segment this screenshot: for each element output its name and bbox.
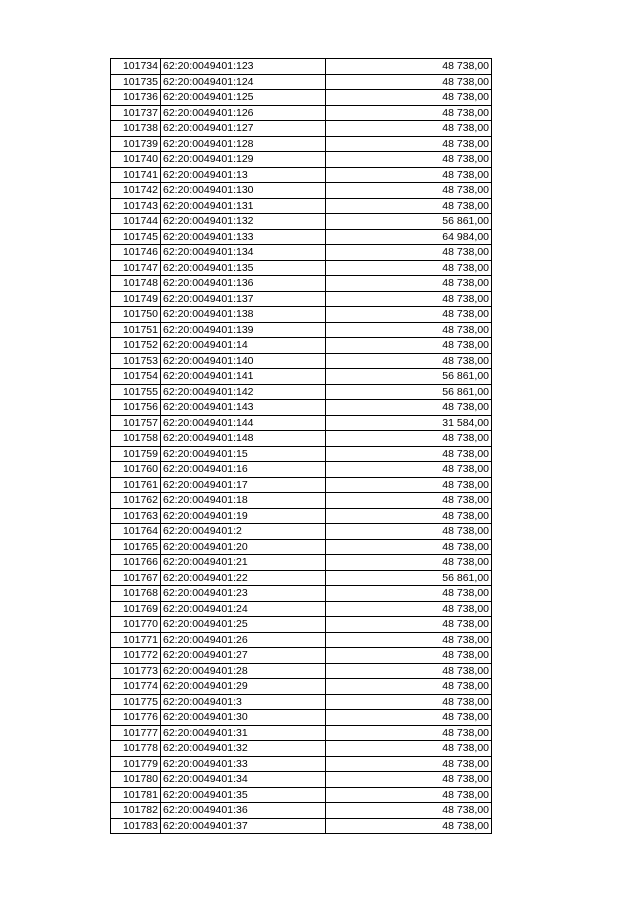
table-row (111, 539, 492, 555)
cadastral-value-cell: 48 738,00 (326, 632, 492, 648)
cadastral-value-cell: 48 738,00 (326, 446, 492, 462)
cadastral-value-cell: 48 738,00 (326, 322, 492, 338)
table-row (111, 338, 492, 354)
cadastral-value-cell: 48 738,00 (326, 462, 492, 478)
row-id-cell: 101738 (111, 121, 161, 137)
cadastral-value-cell: 48 738,00 (326, 787, 492, 803)
row-id-cell: 101771 (111, 632, 161, 648)
table-row (111, 59, 492, 75)
cadastral-value-cell: 48 738,00 (326, 291, 492, 307)
row-id-cell: 101777 (111, 725, 161, 741)
cadastral-value-cell: 48 738,00 (326, 617, 492, 633)
table-row (111, 291, 492, 307)
row-id-cell: 101762 (111, 493, 161, 509)
table-row (111, 803, 492, 819)
cadastral-value-cell: 48 738,00 (326, 694, 492, 710)
cadastral-value-cell: 48 738,00 (326, 539, 492, 555)
cadastral-value-cell: 48 738,00 (326, 152, 492, 168)
cadastral-number-cell: 62:20:0049401:19 (161, 508, 326, 524)
cadastral-value-cell: 56 861,00 (326, 384, 492, 400)
table-row (111, 725, 492, 741)
cadastral-number-cell: 62:20:0049401:140 (161, 353, 326, 369)
cadastral-number-cell: 62:20:0049401:137 (161, 291, 326, 307)
row-id-cell: 101745 (111, 229, 161, 245)
cadastral-number-cell: 62:20:0049401:27 (161, 648, 326, 664)
table-row (111, 555, 492, 571)
cadastral-value-cell: 48 738,00 (326, 524, 492, 540)
row-id-cell: 101746 (111, 245, 161, 261)
table-row (111, 756, 492, 772)
cadastral-number-cell: 62:20:0049401:2 (161, 524, 326, 540)
cadastral-number-cell: 62:20:0049401:25 (161, 617, 326, 633)
table-row (111, 446, 492, 462)
row-id-cell: 101758 (111, 431, 161, 447)
cadastral-number-cell: 62:20:0049401:29 (161, 679, 326, 695)
table-row (111, 710, 492, 726)
table-row (111, 586, 492, 602)
cadastral-value-cell: 48 738,00 (326, 245, 492, 261)
cadastral-number-cell: 62:20:0049401:32 (161, 741, 326, 757)
cadastral-value-cell: 48 738,00 (326, 679, 492, 695)
row-id-cell: 101772 (111, 648, 161, 664)
row-id-cell: 101764 (111, 524, 161, 540)
cadastral-value-cell: 48 738,00 (326, 803, 492, 819)
cadastral-number-cell: 62:20:0049401:17 (161, 477, 326, 493)
cadastral-number-cell: 62:20:0049401:22 (161, 570, 326, 586)
table-row (111, 617, 492, 633)
cadastral-value-cell: 31 584,00 (326, 415, 492, 431)
row-id-cell: 101775 (111, 694, 161, 710)
row-id-cell: 101763 (111, 508, 161, 524)
table-row (111, 415, 492, 431)
row-id-cell: 101747 (111, 260, 161, 276)
cadastral-value-cell: 48 738,00 (326, 555, 492, 571)
table-row (111, 462, 492, 478)
row-id-cell: 101779 (111, 756, 161, 772)
cadastral-value-cell: 48 738,00 (326, 586, 492, 602)
row-id-cell: 101749 (111, 291, 161, 307)
cadastral-value-cell: 48 738,00 (326, 431, 492, 447)
row-id-cell: 101740 (111, 152, 161, 168)
cadastral-value-cell: 48 738,00 (326, 59, 492, 75)
table-row (111, 508, 492, 524)
row-id-cell: 101765 (111, 539, 161, 555)
row-id-cell: 101748 (111, 276, 161, 292)
row-id-cell: 101753 (111, 353, 161, 369)
table-row (111, 229, 492, 245)
table-row (111, 90, 492, 106)
cadastral-value-cell: 48 738,00 (326, 353, 492, 369)
table-row (111, 105, 492, 121)
cadastral-number-cell: 62:20:0049401:13 (161, 167, 326, 183)
table-row (111, 152, 492, 168)
cadastral-value-cell: 48 738,00 (326, 400, 492, 416)
cadastral-number-cell: 62:20:0049401:134 (161, 245, 326, 261)
cadastral-number-cell: 62:20:0049401:26 (161, 632, 326, 648)
row-id-cell: 101750 (111, 307, 161, 323)
table-row (111, 818, 492, 834)
table-row (111, 307, 492, 323)
cadastral-number-cell: 62:20:0049401:33 (161, 756, 326, 772)
cadastral-number-cell: 62:20:0049401:31 (161, 725, 326, 741)
table-row (111, 353, 492, 369)
row-id-cell: 101742 (111, 183, 161, 199)
table-row (111, 167, 492, 183)
cadastral-number-cell: 62:20:0049401:136 (161, 276, 326, 292)
row-id-cell: 101770 (111, 617, 161, 633)
cadastral-value-cell: 48 738,00 (326, 198, 492, 214)
row-id-cell: 101754 (111, 369, 161, 385)
cadastral-number-cell: 62:20:0049401:3 (161, 694, 326, 710)
row-id-cell: 101776 (111, 710, 161, 726)
cadastral-number-cell: 62:20:0049401:30 (161, 710, 326, 726)
cadastral-number-cell: 62:20:0049401:125 (161, 90, 326, 106)
cadastral-value-cell: 48 738,00 (326, 105, 492, 121)
row-id-cell: 101780 (111, 772, 161, 788)
cadastral-value-cell: 48 738,00 (326, 136, 492, 152)
cadastral-number-cell: 62:20:0049401:135 (161, 260, 326, 276)
row-id-cell: 101766 (111, 555, 161, 571)
cadastral-value-cell: 48 738,00 (326, 508, 492, 524)
row-id-cell: 101759 (111, 446, 161, 462)
cadastral-value-cell: 48 738,00 (326, 260, 492, 276)
cadastral-number-cell: 62:20:0049401:28 (161, 663, 326, 679)
table-row (111, 632, 492, 648)
table-row (111, 74, 492, 90)
cadastral-number-cell: 62:20:0049401:129 (161, 152, 326, 168)
cadastral-value-cell: 48 738,00 (326, 167, 492, 183)
row-id-cell: 101768 (111, 586, 161, 602)
cadastral-value-cell: 56 861,00 (326, 570, 492, 586)
table-row (111, 245, 492, 261)
row-id-cell: 101783 (111, 818, 161, 834)
cadastral-number-cell: 62:20:0049401:123 (161, 59, 326, 75)
cadastral-value-cell: 48 738,00 (326, 90, 492, 106)
row-id-cell: 101741 (111, 167, 161, 183)
row-id-cell: 101736 (111, 90, 161, 106)
table-row (111, 493, 492, 509)
table-row (111, 198, 492, 214)
table-row (111, 214, 492, 230)
cadastral-number-cell: 62:20:0049401:34 (161, 772, 326, 788)
cadastral-value-cell: 48 738,00 (326, 710, 492, 726)
cadastral-number-cell: 62:20:0049401:132 (161, 214, 326, 230)
row-id-cell: 101760 (111, 462, 161, 478)
row-id-cell: 101751 (111, 322, 161, 338)
table-row (111, 276, 492, 292)
cadastral-value-cell: 48 738,00 (326, 818, 492, 834)
row-id-cell: 101778 (111, 741, 161, 757)
cadastral-number-cell: 62:20:0049401:15 (161, 446, 326, 462)
row-id-cell: 101755 (111, 384, 161, 400)
cadastral-number-cell: 62:20:0049401:143 (161, 400, 326, 416)
row-id-cell: 101744 (111, 214, 161, 230)
table-row (111, 570, 492, 586)
table-row (111, 431, 492, 447)
cadastral-value-cell: 56 861,00 (326, 369, 492, 385)
row-id-cell: 101743 (111, 198, 161, 214)
cadastral-number-cell: 62:20:0049401:126 (161, 105, 326, 121)
cadastral-number-cell: 62:20:0049401:127 (161, 121, 326, 137)
cadastral-number-cell: 62:20:0049401:139 (161, 322, 326, 338)
cadastral-number-cell: 62:20:0049401:141 (161, 369, 326, 385)
table-body (111, 59, 492, 834)
table-row (111, 787, 492, 803)
cadastral-number-cell: 62:20:0049401:133 (161, 229, 326, 245)
row-id-cell: 101739 (111, 136, 161, 152)
table-row (111, 772, 492, 788)
cadastral-value-cell: 48 738,00 (326, 338, 492, 354)
cadastral-value-table (110, 58, 492, 834)
table-row (111, 121, 492, 137)
table-row (111, 601, 492, 617)
row-id-cell: 101781 (111, 787, 161, 803)
table-row (111, 679, 492, 695)
cadastral-value-cell: 48 738,00 (326, 772, 492, 788)
cadastral-value-cell: 48 738,00 (326, 601, 492, 617)
cadastral-number-cell: 62:20:0049401:37 (161, 818, 326, 834)
row-id-cell: 101757 (111, 415, 161, 431)
row-id-cell: 101752 (111, 338, 161, 354)
table-row (111, 136, 492, 152)
cadastral-number-cell: 62:20:0049401:138 (161, 307, 326, 323)
table-row (111, 694, 492, 710)
row-id-cell: 101735 (111, 74, 161, 90)
table-row (111, 663, 492, 679)
cadastral-number-cell: 62:20:0049401:124 (161, 74, 326, 90)
cadastral-value-cell: 48 738,00 (326, 183, 492, 199)
cadastral-number-cell: 62:20:0049401:24 (161, 601, 326, 617)
cadastral-value-cell: 48 738,00 (326, 121, 492, 137)
cadastral-number-cell: 62:20:0049401:128 (161, 136, 326, 152)
cadastral-value-cell: 48 738,00 (326, 477, 492, 493)
cadastral-value-cell: 56 861,00 (326, 214, 492, 230)
row-id-cell: 101774 (111, 679, 161, 695)
row-id-cell: 101782 (111, 803, 161, 819)
cadastral-number-cell: 62:20:0049401:20 (161, 539, 326, 555)
cadastral-value-cell: 48 738,00 (326, 663, 492, 679)
row-id-cell: 101773 (111, 663, 161, 679)
cadastral-value-cell: 48 738,00 (326, 756, 492, 772)
cadastral-value-cell: 64 984,00 (326, 229, 492, 245)
row-id-cell: 101734 (111, 59, 161, 75)
table-row (111, 524, 492, 540)
table-row (111, 183, 492, 199)
cadastral-value-cell: 48 738,00 (326, 725, 492, 741)
cadastral-number-cell: 62:20:0049401:144 (161, 415, 326, 431)
row-id-cell: 101761 (111, 477, 161, 493)
cadastral-number-cell: 62:20:0049401:16 (161, 462, 326, 478)
cadastral-number-cell: 62:20:0049401:148 (161, 431, 326, 447)
cadastral-value-cell: 48 738,00 (326, 493, 492, 509)
table-row (111, 648, 492, 664)
cadastral-number-cell: 62:20:0049401:131 (161, 198, 326, 214)
cadastral-number-cell: 62:20:0049401:21 (161, 555, 326, 571)
cadastral-number-cell: 62:20:0049401:14 (161, 338, 326, 354)
cadastral-number-cell: 62:20:0049401:35 (161, 787, 326, 803)
table-row (111, 369, 492, 385)
cadastral-value-cell: 48 738,00 (326, 648, 492, 664)
row-id-cell: 101737 (111, 105, 161, 121)
row-id-cell: 101756 (111, 400, 161, 416)
cadastral-value-cell: 48 738,00 (326, 307, 492, 323)
table-row (111, 384, 492, 400)
cadastral-number-cell: 62:20:0049401:23 (161, 586, 326, 602)
cadastral-value-cell: 48 738,00 (326, 741, 492, 757)
cadastral-value-cell: 48 738,00 (326, 276, 492, 292)
row-id-cell: 101767 (111, 570, 161, 586)
cadastral-number-cell: 62:20:0049401:18 (161, 493, 326, 509)
table-row (111, 477, 492, 493)
table-row (111, 400, 492, 416)
row-id-cell: 101769 (111, 601, 161, 617)
cadastral-number-cell: 62:20:0049401:36 (161, 803, 326, 819)
table-row (111, 741, 492, 757)
cadastral-value-cell: 48 738,00 (326, 74, 492, 90)
cadastral-number-cell: 62:20:0049401:142 (161, 384, 326, 400)
table-row (111, 260, 492, 276)
cadastral-number-cell: 62:20:0049401:130 (161, 183, 326, 199)
table-row (111, 322, 492, 338)
